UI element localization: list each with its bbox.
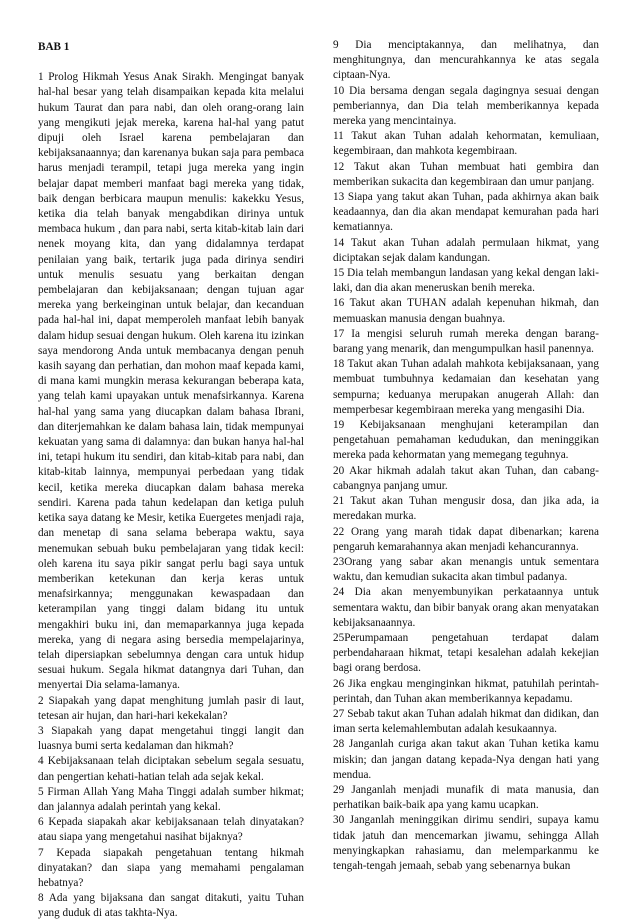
verse-14: 14 Takut akan Tuhan adalah permulaan hikmat, yang diciptakan sejak dalam kandungan.: [333, 236, 599, 264]
verse-1-prolog: 1 Prolog Hikmah Yesus Anak Sirakh. Mengingat banyak hal-hal besar yang telah disampaikan kepada kita melalui hukum Taurat dan para nabi, dan oleh orang-orang lain yang mengikuti jejak mereka, karena hal-hal yang patut dipuji oleh Israel karena pembelajaran dan kebijaksanaannya; dan karenanya bukan saja para pembaca harus menjadi terampil, tetapi juga mereka yang ingin belajar dapat memberi manfaat bagi mereka yang tidak, baik dengan berbicara maupun menulis: kakekku Yesus, ketika dia telah banyak mengabdikan dirinya untuk membaca hukum , dan para nabi, serta kitab-kitab lain dari nenek moyang kita, dan yang didalamnya terdapat penilaian yang baik, tertarik juga pada dirinya sendiri untuk menulis sesuatu yang berkaitan dengan pembelajaran dan kebijaksanaan; dengan tujuan agar mereka yang berkeinginan untuk belajar, dan kecanduan pada hal-hal ini, dapat memperoleh manfaat lebih banyak dalam hidup sesuai dengan hukum. Oleh karena itu izinkan saya mendorong Anda untuk membacanya dengan penuh kasih sayang dan perhatian, dan mohon maaf kepada kami, di mana kami mungkin merasa kekurangan beberapa kata, yang telah kami upayakan untuk menafsirkannya. Karena hal-hal yang sama yang diucapkan dalam bahasa Ibrani, dan diterjemahkan ke dalam bahasa lain, tidak mempunyai kekuatan yang sama di dalamnya: dan bukan hanya hal-hal ini, tetapi hukum itu sendiri, dan kitab-kitab para nabi, dan kitab-kitab lainnya, mempunyai perbedaan yang tidak kecil, ketika mereka diucapkan dalam bahasa mereka sendiri. Karena pada tahun kedelapan dan ketiga puluh ketika saya datang ke Mesir, ketika Euergetes menjadi raja, dan menetap di sana selama beberapa waktu, saya menemukan sebuah buku pembelajaran yang tidak kecil: oleh karena itu saya pikir sangat perlu bagi saya untuk memberikan ketekunan dan kerja keras untuk menafsirkannya; menggunakan kewaspadaan dan keterampilan yang tinggi dalam bidang itu untuk mengakhiri buku ini, dan memaparkannya juga kepada mereka, yang di negara asing bersedia mempelajarinya, telah dipersiapkan sebelumnya dengan cara untuk hidup sesuai hukum. Segala hikmat datangnya dari Tuhan, dan menyertai Dia selama-lamanya.: [38, 71, 304, 692]
verse-9: 9 Dia menciptakannya, dan melihatnya, dan menghitungnya, dan mencurahkannya ke atas segala ciptaan-Nya.: [333, 39, 599, 82]
verse-27: 27 Sebab takut akan Tuhan adalah hikmat dan didikan, dan iman serta kelemahlembutan adalah kesukaannya.: [333, 707, 599, 736]
verse-26: 26 Jika engkau menginginkan hikmat, patuhilah perintah-perintah, dan Tuhan akan memberikannya kepadamu.: [333, 677, 599, 705]
verse-12: 12 Takut akan Tuhan membuat hati gembira dan memberikan sukacita dan kegembiraan dan umur panjang.: [333, 160, 599, 188]
chapter-heading: BAB 1: [38, 41, 70, 53]
verse-23: 23Orang yang sabar akan menangis untuk sementara waktu, dan kemudian sukacita akan timbul padanya.: [333, 555, 599, 584]
verse-4: 4 Kebijaksanaan telah diciptakan sebelum segala sesuatu, dan pengertian kehati-hatian telah ada sejak kekal.: [38, 755, 304, 783]
verse-24: 24 Dia akan menyembunyikan perkataannya untuk sementara waktu, dan bibir banyak orang akan menyatakan kebijaksanaannya.: [333, 586, 599, 629]
verse-7: 7 Kepada siapakah pengetahuan tentang hikmah dinyatakan? dan siapa yang memahami pengalaman hebatnya?: [38, 846, 304, 889]
verse-17: 17 Ia mengisi seluruh rumah mereka dengan barang-barang yang menarik, dan mengumpulkan hasil panennya.: [333, 327, 599, 356]
verse-13: 13 Siapa yang takut akan Tuhan, pada akhirnya akan baik keadaannya, dan dia akan mendapat kemurahan pada hari kematiannya.: [333, 191, 599, 234]
verse-22: 22 Orang yang marah tidak dapat dibenarkan; karena pengaruh kemarahannya akan menjadi kehancurannya.: [333, 525, 599, 553]
verse-28: 28 Janganlah curiga akan takut akan Tuhan ketika kamu miskin; dan jangan datang kepada-Nya dengan hati yang mendua.: [333, 738, 599, 781]
verse-19: 19 Kebijaksanaan menghujani keterampilan dan pengetahuan pemahaman kedudukan, dan meninggikan mereka pada kehormatan yang memegang teguhnya.: [333, 419, 599, 462]
verse-15: 15 Dia telah membangun landasan yang kekal dengan laki-laki, dan dia akan meneruskan benih mereka.: [333, 267, 599, 295]
verse-16: 16 Takut akan TUHAN adalah kepenuhan hikmah, dan memuaskan manusia dengan buahnya.: [333, 297, 599, 325]
verse-11: 11 Takut akan Tuhan adalah kehormatan, kemuliaan, kegembiraan, dan mahkota kegembiraan.: [333, 130, 599, 158]
verse-6: 6 Kepada siapakah akar kebijaksanaan telah dinyatakan? atau siapa yang mengetahui nasihat bijaknya?: [38, 816, 304, 844]
verse-10: 10 Dia bersama dengan segala dagingnya sesuai dengan pemberiannya, dan Dia telah memberikannya kepada mereka yang mencintainya.: [333, 84, 599, 128]
verse-2: 2 Siapakah yang dapat menghitung jumlah pasir di laut, tetesan air hujan, dan hari-hari kekekalan?: [38, 694, 304, 722]
verse-8: 8 Ada yang bijaksana dan sangat ditakuti, yaitu Tuhan yang duduk di atas takhta-Nya.: [38, 892, 304, 920]
verse-30: 30 Janganlah meninggikan dirimu sendiri, supaya kamu tidak jatuh dan mencemarkan jiwamu, sehingga Allah menyingkapkan rahasiamu, dan melemparkanmu ke tengah-tengah jemaah, sebab yang sebenarnya bukan: [333, 814, 599, 872]
verse-5: 5 Firman Allah Yang Maha Tinggi adalah sumber hikmat; dan jalannya adalah perintah yang kekal.: [38, 785, 304, 813]
left-column: [38, 40, 304, 922]
right-column: [333, 38, 599, 874]
verse-18: 18 Takut akan Tuhan adalah mahkota kebijaksanaan, yang membuat tumbuhnya kedamaian dan kesehatan yang sempurna; keduanya merupakan anugerah Allah: dan memperbesar kegembiraan mereka yang mengasihi Dia.: [333, 358, 599, 416]
verse-21: 21 Takut akan Tuhan mengusir dosa, dan jika ada, ia meredakan murka.: [333, 495, 599, 523]
verse-29: 29 Janganlah menjadi munafik di mata manusia, dan perhatikan baik-baik apa yang kamu ucapkan.: [333, 783, 599, 812]
verse-25: 25Perumpamaan pengetahuan terdapat dalam perbendaharaan hikmat, tetapi kesalehan adalah kekejian bagi orang berdosa.: [333, 631, 599, 675]
verse-3: 3 Siapakah yang dapat mengetahui tinggi langit dan luasnya bumi serta kedalaman dan hikmah?: [38, 724, 304, 753]
verse-20: 20 Akar hikmah adalah takut akan Tuhan, dan cabang-cabangnya panjang umur.: [333, 464, 599, 492]
